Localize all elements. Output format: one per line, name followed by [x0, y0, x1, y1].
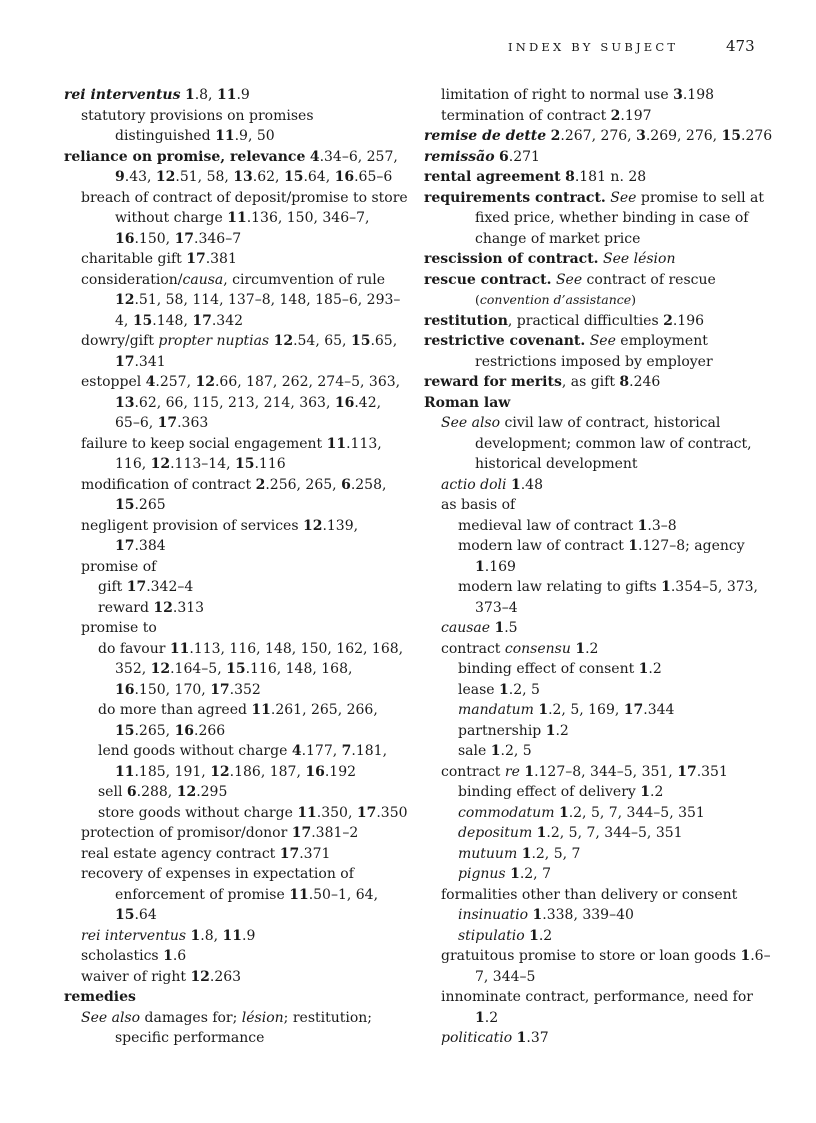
index-subentry: innominate contract, performance, need for 1.2 [441, 989, 753, 1026]
index-subentry: See also damages for; lésion; restitution; specific performance [81, 1009, 373, 1046]
index-subentry: negligent provision of services 12.139, 17.384 [81, 517, 359, 554]
index-subentry: actio doli 1.48 [441, 476, 543, 493]
index-subentry: scholastics 1.6 [81, 948, 187, 964]
index-heading: remedies [64, 989, 136, 1005]
index-subentry: recovery of expenses in expectation of enforcement of promise 11.50–1, 64, 15.64 [81, 866, 379, 923]
index-column-left [64, 85, 409, 1049]
page-number: 473 [726, 37, 755, 55]
index-subentry: medieval law of contract 1.3–8 [458, 517, 677, 534]
index-subentry: mutuum 1.2, 5, 7 [458, 845, 581, 862]
index-subentry: breach of contract of deposit/promise to store without charge 11.136, 150, 346–7, 16.150, 17.346–7 [81, 189, 408, 247]
index-subentry: do favour 11.113, 116, 148, 150, 162, 168, 352, 12.164–5, 15.116, 148, 168, 16.150, 170, 17.352 [98, 640, 404, 698]
index-heading: rescue contract. See contract of rescue (convention d’assistance) [424, 271, 716, 307]
index-subentry: causae 1.5 [441, 620, 518, 636]
index-subentry: protection of promisor/donor 17.381–2 [81, 825, 359, 841]
index-subentry: charitable gift 17.381 [81, 251, 237, 267]
index-heading: remise de dette 2.267, 276, 3.269, 276, 15.276 [424, 128, 773, 144]
index-subentry: limitation of right to normal use 3.198 [441, 87, 715, 103]
index-subentry: contract re 1.127–8, 344–5, 351, 17.351 [441, 763, 728, 780]
index-subentry: lend goods without charge 4.177, 7.181, 11.185, 191, 12.186, 187, 16.192 [98, 743, 388, 780]
running-head-title: INDEX BY SUBJECT [508, 40, 679, 54]
index-subentry: dowry/gift propter nuptias 12.54, 65, 15.65, 17.341 [81, 333, 398, 370]
index-subentry: insinuatio 1.338, 339–40 [458, 907, 634, 923]
index-subentry: pignus 1.2, 7 [458, 866, 551, 882]
index-subentry: real estate agency contract 17.371 [81, 845, 331, 862]
index-heading: requirements contract. See promise to sell at fixed price, whether binding in case of change of market price [424, 189, 764, 247]
index-subentry: sell 6.288, 12.295 [98, 784, 228, 800]
index-subentry: modification of contract 2.256, 265, 6.258, 15.265 [81, 476, 387, 513]
index-subentry: gift 17.342–4 [98, 579, 194, 595]
index-subentry: estoppel 4.257, 12.66, 187, 262, 274–5, 363, 13.62, 66, 115, 213, 214, 363, 16.42, 65–6, 17.363 [81, 374, 401, 431]
index-subentry: waiver of right 12.263 [81, 968, 242, 985]
index-subentry: promise to [81, 620, 157, 636]
index-subentry: mandatum 1.2, 5, 169, 17.344 [458, 702, 675, 718]
index-subentry: depositum 1.2, 5, 7, 344–5, 351 [458, 825, 683, 841]
index-heading: remissão 6.271 [424, 148, 540, 165]
running-header [0, 37, 816, 59]
index-subentry: promise of [81, 558, 157, 575]
index-heading: rental agreement 8.181 n. 28 [424, 169, 647, 185]
index-subentry: binding effect of consent 1.2 [458, 661, 662, 677]
index-subentry: reward 12.313 [98, 599, 205, 616]
index-heading: reliance on promise, relevance 4.34–6, 257, 9.43, 12.51, 58, 13.62, 15.64, 16.65–6 [64, 148, 398, 185]
index-subentry: statutory provisions on promises distinguished 11.9, 50 [81, 107, 314, 144]
index-heading: restrictive covenant. See employment restrictions imposed by employer [424, 333, 713, 370]
index-heading: restitution, practical difficulties 2.196 [424, 312, 705, 329]
index-subentry: do more than agreed 11.261, 265, 266, 15.265, 16.266 [98, 702, 378, 739]
index-subentry: store goods without charge 11.350, 17.350 [98, 804, 408, 821]
index-heading: Roman law [424, 394, 511, 411]
index-heading: rescission of contract. See lésion [424, 251, 676, 267]
index-subentry: formalities other than delivery or consent [441, 886, 738, 903]
index-subentry: commodatum 1.2, 5, 7, 344–5, 351 [458, 804, 705, 821]
index-subentry: as basis of [441, 497, 516, 513]
index-subentry: lease 1.2, 5 [458, 681, 540, 698]
index-subentry: termination of contract 2.197 [441, 107, 652, 124]
index-subentry: See also civil law of contract, historical development; common law of contract, historical development [441, 415, 752, 472]
index-subentry: contract consensu 1.2 [441, 640, 599, 657]
index-subentry: rei interventus 1.8, 11.9 [81, 927, 256, 944]
index-subentry: failure to keep social engagement 11.113, 116, 12.113–14, 15.116 [81, 435, 382, 472]
index-subentry: binding effect of delivery 1.2 [458, 784, 664, 800]
index-subentry: politicatio 1.37 [441, 1030, 549, 1046]
index-subentry: stipulatio 1.2 [458, 927, 553, 944]
index-subentry: gratuitous promise to store or loan goods 1.6–7, 344–5 [441, 948, 771, 985]
index-heading: reward for merits, as gift 8.246 [424, 374, 661, 390]
index-subentry: modern law relating to gifts 1.354–5, 373, 373–4 [458, 579, 758, 616]
index-heading: rei interventus 1.8, 11.9 [64, 87, 250, 103]
index-subentry: consideration/causa, circumvention of rule 12.51, 58, 114, 137–8, 148, 185–6, 293–4, 15.148, 17.342 [81, 271, 401, 329]
index-subentry: sale 1.2, 5 [458, 743, 532, 759]
index-subentry: partnership 1.2 [458, 722, 569, 739]
index-subentry: modern law of contract 1.127–8; agency 1.169 [458, 538, 745, 575]
index-column-right [424, 85, 774, 1049]
